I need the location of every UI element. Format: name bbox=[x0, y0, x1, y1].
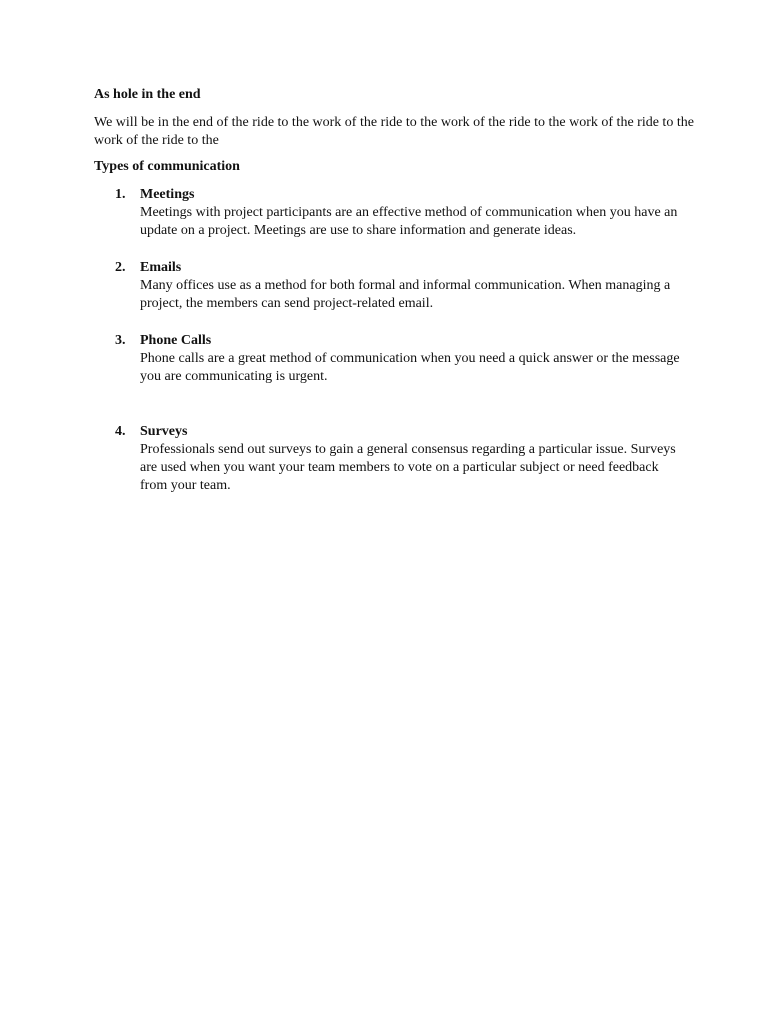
list-spacer bbox=[94, 240, 694, 259]
list-item-body: Professionals send out surveys to gain a general consensus regarding a particular issue. Surveys are used when you want your team members to vote on a particular subject or need feedback from your team. bbox=[140, 442, 676, 493]
list-item-title: Emails bbox=[140, 260, 182, 275]
list-item bbox=[94, 423, 694, 495]
intro-paragraph: We will be in the end of the ride to the work of the ride to the work of the ride to the work of the ride to the work of the ride to the bbox=[94, 115, 694, 148]
communication-types-list bbox=[94, 186, 694, 495]
list-item bbox=[94, 186, 694, 240]
list-item-body: Many offices use as a method for both formal and informal communication. When managing a project, the members can send project-related email. bbox=[140, 278, 671, 311]
list-item-number: 3. bbox=[115, 333, 126, 348]
section-heading: Types of communication bbox=[94, 159, 240, 174]
list-spacer bbox=[94, 313, 694, 332]
list-item bbox=[94, 332, 694, 386]
document-page bbox=[94, 86, 694, 495]
list-item-body: Phone calls are a great method of communication when you need a quick answer or the message you are communicating is urgent. bbox=[140, 351, 680, 384]
list-item-number: 2. bbox=[115, 260, 126, 275]
document-title: As hole in the end bbox=[94, 87, 201, 102]
list-item-number: 1. bbox=[115, 187, 126, 202]
list-item-body: Meetings with project participants are an effective method of communication when you have an update on a project. Meetings are use to share information and generate ideas. bbox=[140, 205, 678, 238]
list-item-title: Meetings bbox=[140, 187, 195, 202]
list-item-title: Phone Calls bbox=[140, 333, 212, 348]
list-item-title: Surveys bbox=[140, 424, 188, 439]
list-spacer bbox=[94, 386, 694, 423]
list-item-number: 4. bbox=[115, 424, 126, 439]
list-item bbox=[94, 259, 694, 313]
